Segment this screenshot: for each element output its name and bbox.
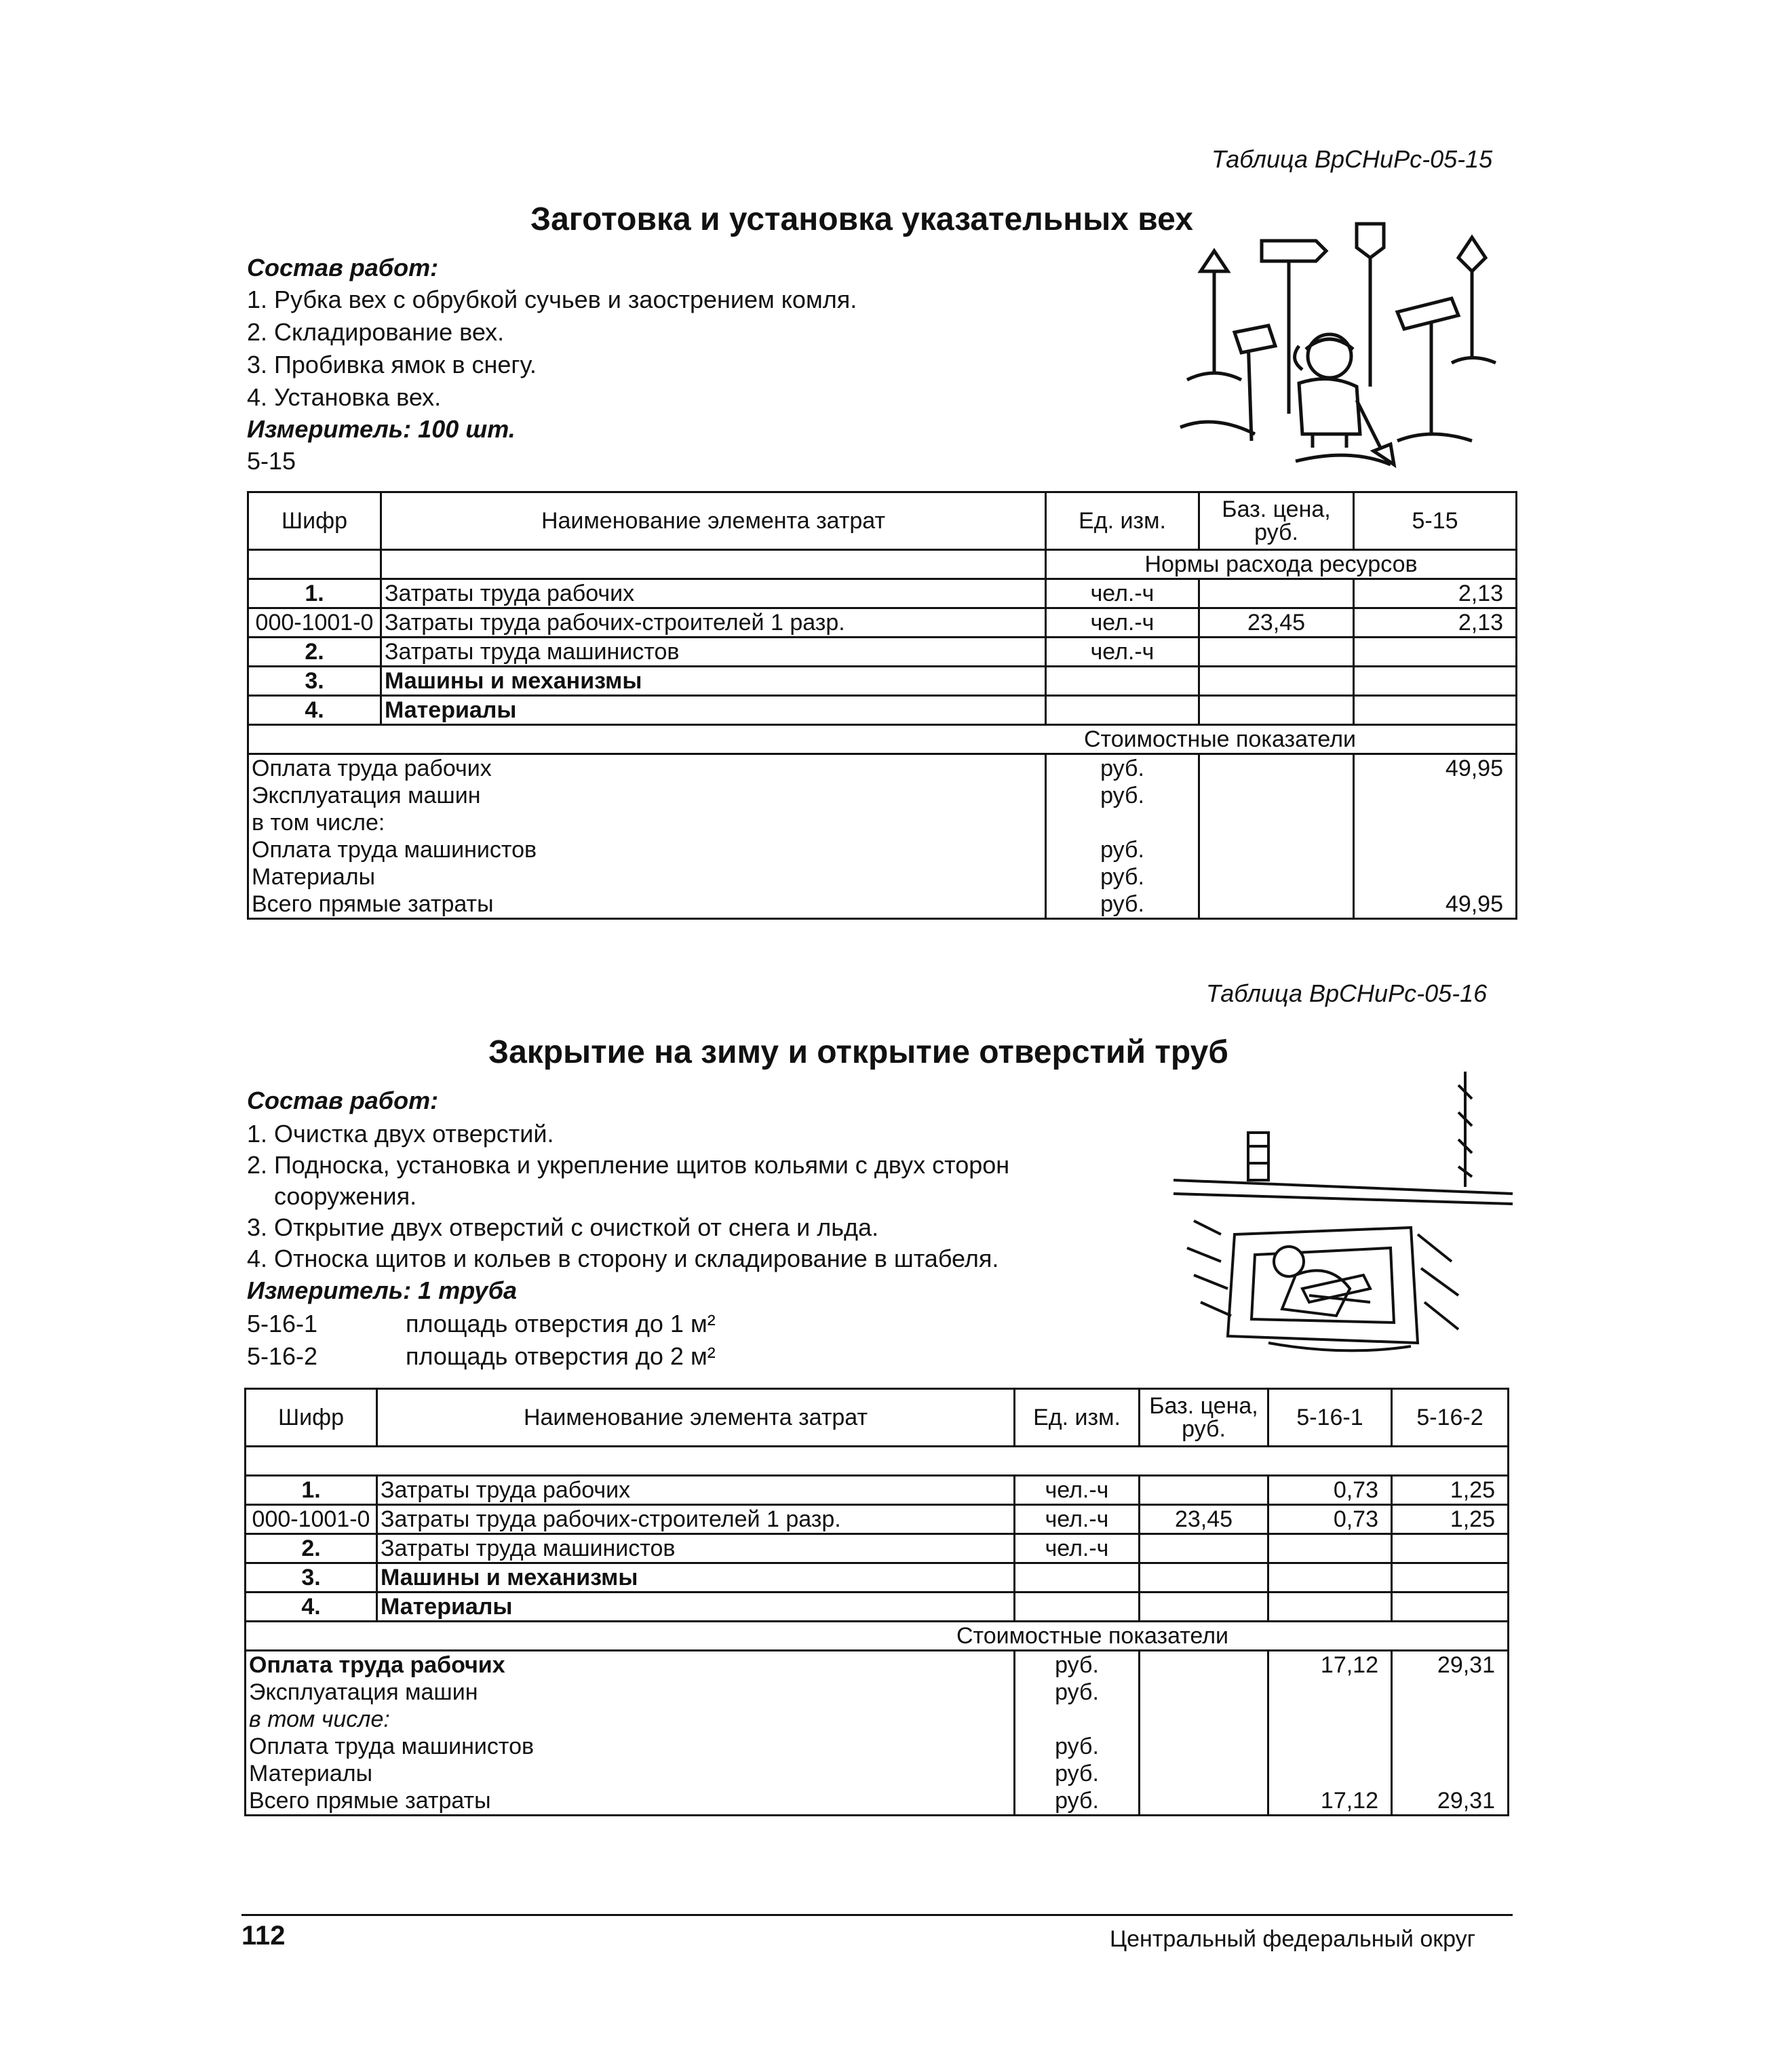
cost-unit: руб. [1015, 1787, 1140, 1816]
col-header-norm: 5-15 [1354, 492, 1517, 550]
cost-name: Оплата труда машинистов [246, 1733, 1015, 1760]
norms-label: Нормы расхода ресурсов [1046, 550, 1517, 579]
cost-name: Оплата труда машинистов [248, 836, 1046, 863]
row-name: Затраты труда рабочих [381, 579, 1046, 608]
cost-value-1 [1268, 1706, 1392, 1733]
row-value-2: 1,25 [1392, 1476, 1509, 1505]
cost-value-1: 17,12 [1268, 1787, 1392, 1816]
cost-value [1354, 836, 1517, 863]
cost-unit [1015, 1706, 1140, 1733]
cost-value [1354, 863, 1517, 891]
cost-value-2 [1392, 1706, 1509, 1733]
variant-code: 5-16-2 [247, 1342, 318, 1370]
col-header-norm-2: 5-16-2 [1392, 1389, 1509, 1447]
row-unit: чел.-ч [1046, 638, 1199, 667]
cost-unit: руб. [1015, 1679, 1140, 1706]
work-heading: Состав работ: [247, 1087, 439, 1114]
row-value-1: 0,73 [1268, 1505, 1392, 1534]
cost-value-2 [1392, 1679, 1509, 1706]
row-price [1199, 579, 1354, 608]
cost-value-2: 29,31 [1392, 1651, 1509, 1679]
work-item: 2. Подноска, установка и укрепление щитов кольями с двух сторон [247, 1151, 1010, 1179]
col-header-norm-1: 5-16-1 [1268, 1389, 1392, 1447]
table-label: Таблица ВрСНиРс-05-16 [1206, 979, 1488, 1007]
row-unit: чел.-ч [1015, 1476, 1140, 1505]
cost-unit: руб. [1046, 782, 1199, 809]
variant-text: площадь отверстия до 1 м² [406, 1310, 716, 1337]
cost-unit [1046, 809, 1199, 836]
row-price: 23,45 [1199, 608, 1354, 638]
section-title: Заготовка и установка указательных вех [530, 201, 1193, 237]
row-price [1140, 1476, 1268, 1505]
cost-unit: руб. [1015, 1760, 1140, 1787]
measure-unit: Измеритель: 1 труба [247, 1276, 518, 1304]
cost-value: 49,95 [1354, 891, 1517, 919]
row-code: 1. [248, 579, 381, 608]
row-name: Машины и механизмы [377, 1563, 1015, 1592]
row-code: 2. [246, 1534, 377, 1563]
row-value: 2,13 [1354, 608, 1517, 638]
cost-name: Всего прямые затраты [246, 1787, 1015, 1816]
cost-value: 49,95 [1354, 754, 1517, 783]
work-item: 3. Пробивка ямок в снегу. [247, 351, 537, 378]
page-number: 112 [241, 1921, 286, 1951]
work-item: 4. Относка щитов и кольев в сторону и складирование в штабеля. [247, 1245, 999, 1272]
cost-unit: руб. [1046, 863, 1199, 891]
row-code: 000-1001-0 [246, 1505, 377, 1534]
cost-unit: руб. [1046, 836, 1199, 863]
work-item: сооружения. [247, 1182, 417, 1210]
cost-name: Всего прямые затраты [248, 891, 1046, 919]
col-header-price: Баз. цена, руб. [1140, 1389, 1268, 1447]
row-name: Затраты труда машинистов [377, 1534, 1015, 1563]
row-name: Затраты труда машинистов [381, 638, 1046, 667]
work-item: 3. Открытие двух отверстий с очисткой от снега и льда. [247, 1213, 879, 1241]
cost-table [244, 1388, 1509, 1816]
table-label: Таблица ВрСНиРс-05-15 [1211, 145, 1493, 173]
variant-text: площадь отверстия до 2 м² [406, 1342, 716, 1370]
work-item: 2. Складирование вех. [247, 318, 505, 346]
row-code: 4. [246, 1592, 377, 1622]
work-item: 1. Рубка вех с обрубкой сучьев и заострением комля. [247, 286, 857, 313]
row-unit: чел.-ч [1015, 1534, 1140, 1563]
cost-value-1 [1268, 1679, 1392, 1706]
row-value-1: 0,73 [1268, 1476, 1392, 1505]
cost-name: Материалы [246, 1760, 1015, 1787]
row-code: 3. [246, 1563, 377, 1592]
cost-label: Стоимостные показатели [246, 1622, 1509, 1651]
cost-name: в том числе: [248, 809, 1046, 836]
cost-value [1354, 782, 1517, 809]
row-name: Материалы [381, 696, 1046, 725]
row-unit: чел.-ч [1046, 579, 1199, 608]
row-code: 4. [248, 696, 381, 725]
cost-value-1 [1268, 1733, 1392, 1760]
col-header-unit: Ед. изм. [1015, 1389, 1140, 1447]
row-unit: чел.-ч [1015, 1505, 1140, 1534]
pipe-opening-illustration [1167, 1058, 1519, 1370]
row-code: 000-1001-0 [248, 608, 381, 638]
col-header-code: Шифр [246, 1389, 377, 1447]
footer-region: Центральный федеральный округ [1110, 1926, 1476, 1952]
col-header-name: Наименование элемента затрат [377, 1389, 1015, 1447]
cost-name: Оплата труда рабочих [246, 1651, 1015, 1679]
row-code: 1. [246, 1476, 377, 1505]
measure-unit: Измеритель: 100 шт. [247, 415, 516, 443]
norm-code: 5-15 [247, 447, 296, 475]
cost-name: Оплата труда рабочих [248, 754, 1046, 783]
work-item: 1. Очистка двух отверстий. [247, 1120, 554, 1148]
variant-code: 5-16-1 [247, 1310, 318, 1337]
col-header-name: Наименование элемента затрат [381, 492, 1046, 550]
cost-label: Стоимостные показатели [248, 725, 1517, 754]
cost-value-2: 29,31 [1392, 1787, 1509, 1816]
row-price: 23,45 [1140, 1505, 1268, 1534]
cost-table [247, 491, 1517, 920]
row-name: Машины и механизмы [381, 667, 1046, 696]
work-item: 4. Установка вех. [247, 383, 442, 411]
footer-rule [241, 1914, 1513, 1916]
row-name: Материалы [377, 1592, 1015, 1622]
row-code: 2. [248, 638, 381, 667]
poles-illustration [1174, 210, 1526, 475]
cost-value-2 [1392, 1733, 1509, 1760]
cost-name: Эксплуатация машин [248, 782, 1046, 809]
section-title: Закрытие на зиму и открытие отверстий труб [488, 1034, 1228, 1070]
row-name: Затраты труда рабочих [377, 1476, 1015, 1505]
cost-value-2 [1392, 1760, 1509, 1787]
row-value [1354, 638, 1517, 667]
row-name: Затраты труда рабочих-строителей 1 разр. [377, 1505, 1015, 1534]
cost-value-1: 17,12 [1268, 1651, 1392, 1679]
cost-name: Эксплуатация машин [246, 1679, 1015, 1706]
cost-value-1 [1268, 1760, 1392, 1787]
row-value: 2,13 [1354, 579, 1517, 608]
col-header-price: Баз. цена, руб. [1199, 492, 1354, 550]
row-value-2: 1,25 [1392, 1505, 1509, 1534]
col-header-code: Шифр [248, 492, 381, 550]
row-code: 3. [248, 667, 381, 696]
cost-name: в том числе: [246, 1706, 1015, 1733]
cost-value [1354, 809, 1517, 836]
cost-unit: руб. [1046, 891, 1199, 919]
cost-unit: руб. [1015, 1651, 1140, 1679]
row-price [1199, 638, 1354, 667]
cost-unit: руб. [1015, 1733, 1140, 1760]
row-unit: чел.-ч [1046, 608, 1199, 638]
cost-unit: руб. [1046, 754, 1199, 783]
row-name: Затраты труда рабочих-строителей 1 разр. [381, 608, 1046, 638]
work-heading: Состав работ: [247, 254, 439, 281]
cost-name: Материалы [248, 863, 1046, 891]
col-header-unit: Ед. изм. [1046, 492, 1199, 550]
